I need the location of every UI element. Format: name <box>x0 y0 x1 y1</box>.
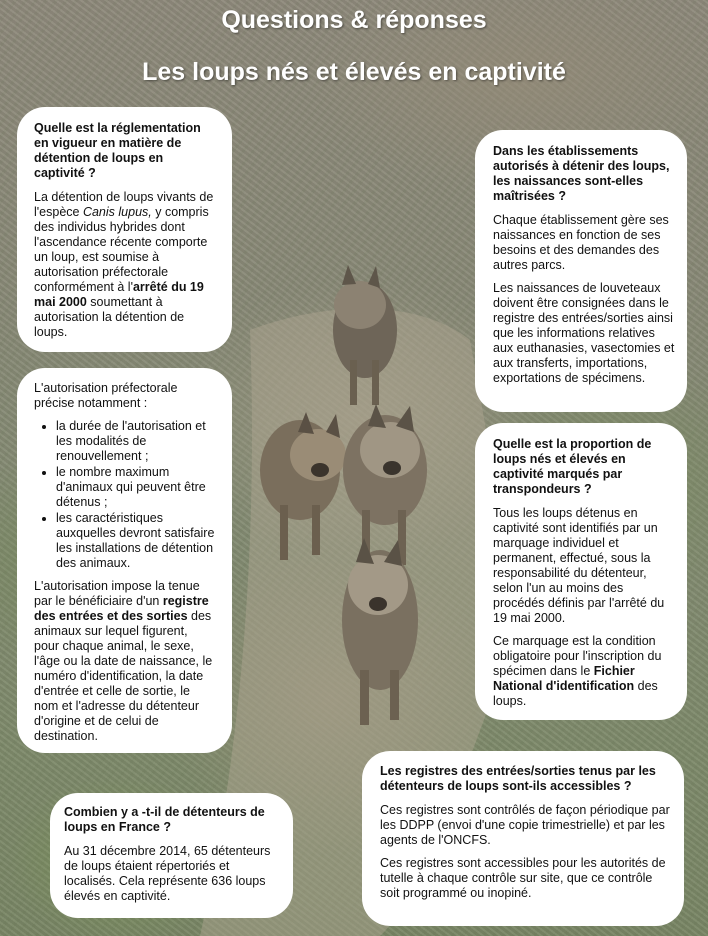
list-item: • les caractéristiques auxquelles devront satisfaire les installations de détention des animaux. <box>56 511 216 571</box>
registre-term: registre des entrées et des sorties <box>34 594 209 623</box>
answer-registres-1: Ces registres sont contrôlés de façon périodique par les DDPP (envoi d'une copie trimestrielle) et par les agents de l'ONCFS. <box>380 803 670 847</box>
answer-detenteurs: Au 31 décembre 2014, 65 détenteurs de loups étaient répertoriés et localisés. Cela représente 636 loups élevés en captivité. <box>64 844 271 903</box>
question-detenteurs: Combien y a -t-il de détenteurs de loups en France ? <box>64 805 265 834</box>
page-title: Questions & réponses <box>221 6 487 34</box>
fichier-national-term: Fichier National d'identification <box>493 664 635 693</box>
question-registres: Les registres des entrées/sorties tenus par les détenteurs de loups sont-ils accessibles ? <box>380 764 656 793</box>
decree-reference: arrêté du 19 mai 2000 <box>34 280 204 309</box>
answer-transpondeurs-1: Tous les loups détenus en captivité sont identifiés par un marquage individuel et permanent, effectué, sous la responsabilité du détenteur, selon l'un au moins des procédés définis par l'arrêté du 19 mai 2000. <box>493 506 665 625</box>
page-subtitle: Les loups nés et élevés en captivité <box>142 58 566 86</box>
qa-box-transpondeurs <box>475 423 687 720</box>
answer-text: soumettant à autorisation la détention de loups. <box>34 295 185 339</box>
question-reglementation: Quelle est la réglementation en vigueur en matière de détention de loups en captivité ? <box>34 121 201 180</box>
answer-text: y compris des individus hybrides dont l'ascendance récente comporte un loup, est soumise à autorisation préfectorale conformément à l' <box>34 205 209 294</box>
autorisation-intro: L'autorisation préfectorale précise notamment : <box>34 381 178 410</box>
answer-naissances-1: Chaque établissement gère ses naissances en fonction de ses besoins et des demandes des autres parcs. <box>493 213 669 272</box>
answer-text: La détention de loups vivants de l'espèce <box>34 190 214 219</box>
list-item: • la durée de l'autorisation et les modalités de renouvellement ; <box>56 419 216 464</box>
qa-box-naissances <box>475 130 687 412</box>
answer-text: L'autorisation impose la tenue par le bénéficiaire d'un <box>34 579 200 608</box>
answer-registres-2: Ces registres sont accessibles pour les autorités de tutelle à chaque contrôle sur site, que ce contrôle soit programmé ou inopiné. <box>380 856 666 900</box>
list-item: • le nombre maximum d'animaux qui peuvent être détenus ; <box>56 465 216 510</box>
species-name: Canis lupus, <box>82 205 152 219</box>
answer-text: Ce marquage est la condition obligatoire pour l'inscription du spécimen dans le <box>493 634 662 678</box>
qa-box-registres <box>362 751 684 926</box>
registre-paragraph <box>34 579 216 744</box>
answer-naissances-2: Les naissances de louveteaux doivent être consignées dans le registre des entrées/sorties ainsi que les informations relatives aux euthanasies, vasectomies et aux transferts, importations, exportations de spécimens. <box>493 281 675 385</box>
autorisation-list <box>34 419 216 571</box>
answer-text: des animaux sur lequel figurent, pour chaque animal, le sexe, l'âge ou la date de naissance, le numéro d'identification, la date d'entrée et celle de sortie, le nom et l'adresse du détenteur d'origine et de celui de destination. <box>34 609 213 743</box>
qa-box-autorisation <box>17 368 232 753</box>
answer-reglementation <box>34 190 216 340</box>
qa-box-reglementation <box>17 107 232 352</box>
answer-text: des loups. <box>493 679 658 708</box>
question-naissances: Dans les établissements autorisés à détenir des loups, les naissances sont-elles maîtrisées ? <box>493 144 670 203</box>
qa-box-detenteurs <box>50 793 293 918</box>
question-transpondeurs: Quelle est la proportion de loups nés et élevés en captivité marqués par transpondeurs ? <box>493 437 652 496</box>
answer-transpondeurs-2 <box>493 634 675 709</box>
